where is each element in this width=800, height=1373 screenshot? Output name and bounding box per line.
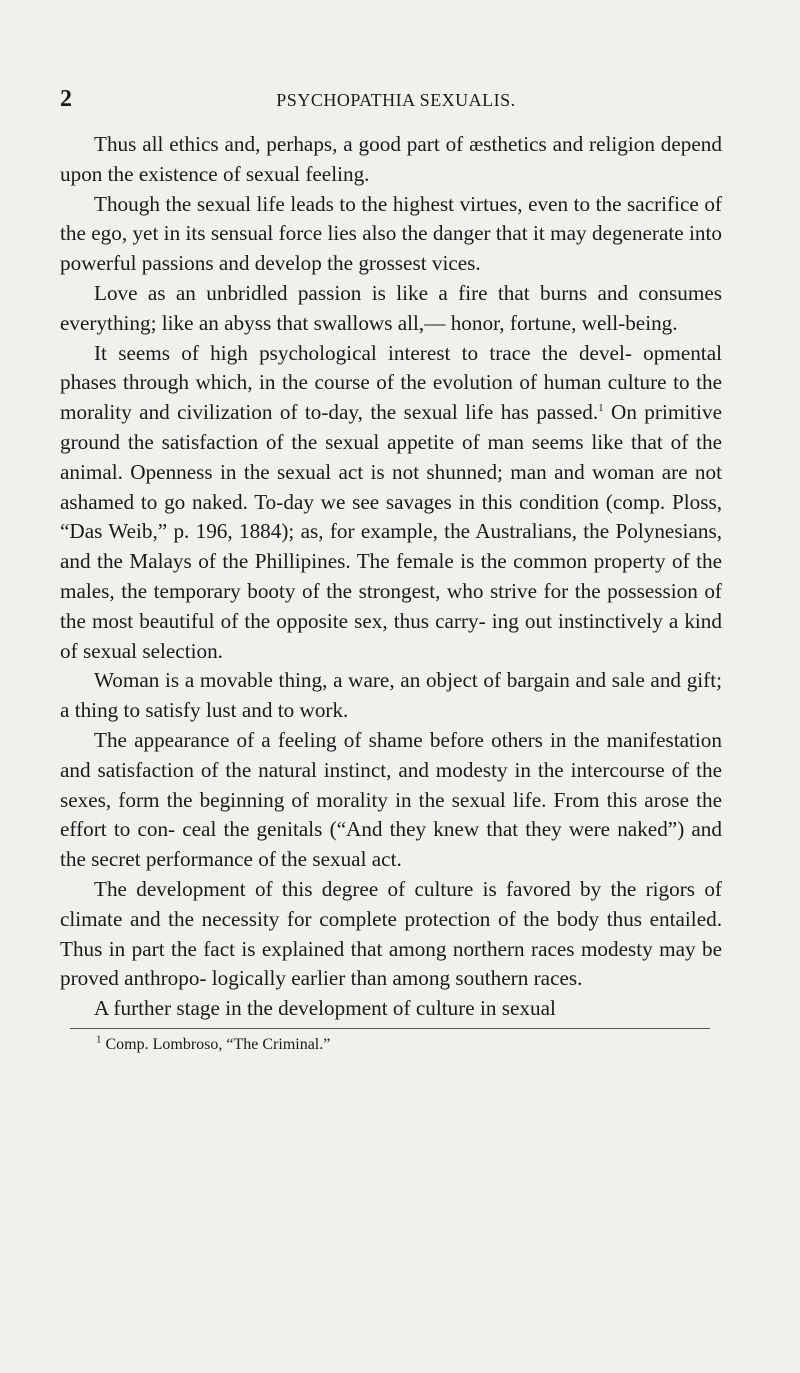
paragraph-ethics: Thus all ethics and, perhaps, a good part of æsthetics and religion depend upon the existence of sexual feeling.: [60, 132, 722, 186]
paragraph-developmental-phases: [60, 339, 722, 667]
footnote-marker: 1: [96, 1033, 102, 1046]
paragraph-feeling-of-shame: The appearance of a feeling of shame before others in the manifestation and satisfaction of the natural instinct, and modesty in the intercourse of the sexes, form the beginning of morality in the sexual life. From this arose the effort to con- ceal the genitals (“And they knew that they were naked”) and the secret performance of the sexual act.: [60, 727, 722, 872]
footnote-text: Comp. Lombroso, “The Criminal.”: [105, 1035, 331, 1053]
footnote-divider: [70, 1028, 710, 1029]
paragraph-further-stage: A further stage in the development of culture in sexual: [94, 996, 556, 1021]
paragraph-love-passion: Love as an unbridled passion is like a fire that burns and consumes everything; like an abyss that swallows all,— honor, fortune, well-being.: [60, 280, 722, 335]
paragraph-culture-climate: The development of this degree of culture is favored by the rigors of climate and the necessity for complete protection of the body thus entailed. Thus in part the fact is explained that among northern races modesty may be proved anthropo- logically earlier than among southern races.: [60, 876, 722, 991]
body-text: [60, 130, 722, 1024]
paragraph-text-before-footnote: It seems of high psychological interest to trace the devel- opmental phases through which, in the course of the evolution of human culture to the morality and civilization of to-day, the sexual life has passed.: [60, 340, 722, 425]
paragraph-sexual-life-virtues: Though the sexual life leads to the highest virtues, even to the sacrifice of the ego, yet in its sensual force lies also the danger that it may degenerate into powerful passions and develop the grossest vices.: [60, 191, 722, 276]
footnote: [60, 1035, 722, 1055]
paragraph-woman-movable: Woman is a movable thing, a ware, an object of bargain and sale and gift; a thing to satisfy lust and to work.: [60, 668, 722, 723]
page-header: [60, 80, 722, 120]
footnote-reference: 1: [598, 402, 604, 415]
paragraph-text-after-footnote: On primitive ground the satisfaction of the sexual appetite of man seems like that of the animal. Openness in the sexual act is not shunned; man and woman are not ashamed to go naked. To-day we see savages in this condition (comp. Ploss, “Das Weib,” p. 196, 1884); as, for example, the Australians, the Polynesians, and the Malays of the Phillipines. The female is the common property of the males, the temporary booty of the strongest, who strive for the possession of the most beautiful of the opposite sex, thus carry- ing out instinctively a kind of sexual selection.: [60, 400, 722, 663]
book-page: [60, 80, 722, 1055]
running-title: PSYCHOPATHIA SEXUALIS.: [276, 90, 516, 110]
page-number: 2: [60, 86, 72, 112]
